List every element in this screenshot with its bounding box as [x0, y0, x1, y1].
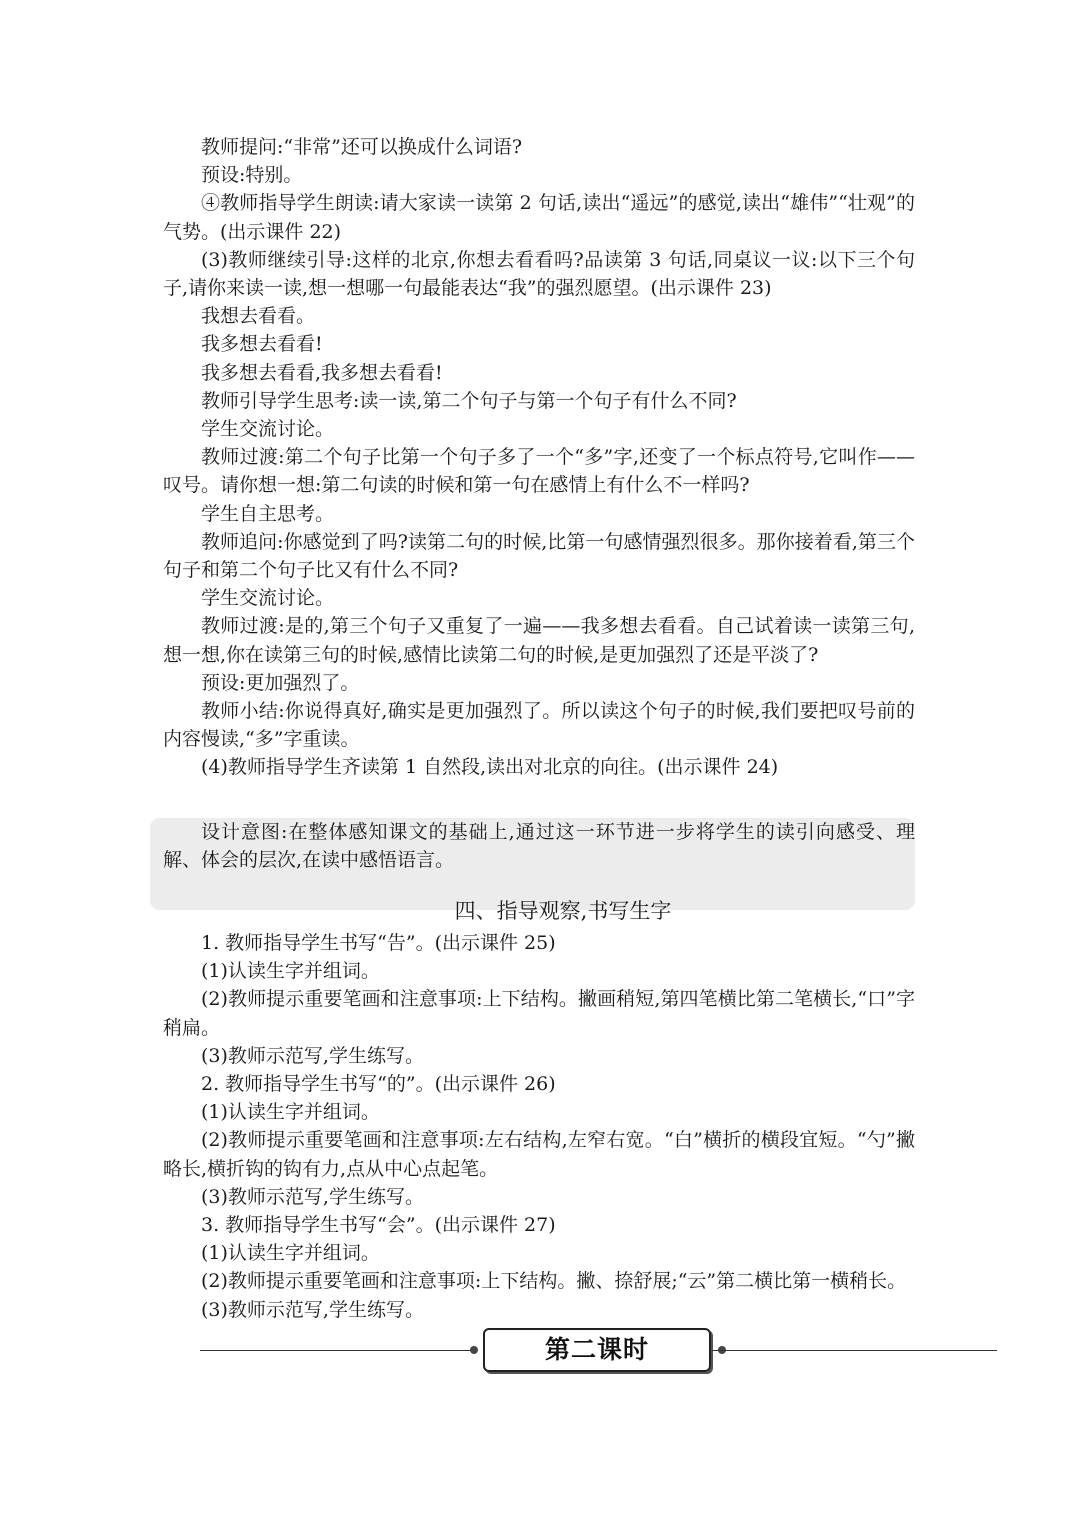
lesson-label: 第二课时: [483, 1328, 711, 1372]
paragraph: 教师过渡:第二个句子比第一个句子多了一个“多”字,还变了一个标点符号,它叫作——叹号。请你想一想:第二句读的时候和第一句在感情上有什么不一样吗?: [163, 446, 915, 497]
paragraph: (3)教师继续引导:这样的北京,你想去看看吗?品读第 3 句话,同桌议一议:以下三个句子,请你来读一读,想一想哪一句最能表达“我”的强烈愿望。(出示课件 23): [163, 248, 915, 300]
paragraph: 1. 教师指导学生书写“告”。(出示课件 25): [201, 932, 556, 954]
paragraph: (2)教师提示重要笔画和注意事项:上下结构。撇、捺舒展;“云”第二横比第一横稍长。: [201, 1270, 907, 1293]
paragraph: (1)认读生字并组词。: [201, 1242, 380, 1265]
paragraph: 我想去看看。: [201, 305, 316, 328]
paragraph: 教师过渡:是的,第三个句子又重复了一遍——我多想去看看。自己试着读一读第三句,想一想,你在读第三句的时候,感情比读第二句的时候,是更加强烈了还是平淡了?: [163, 615, 915, 666]
paragraph: 学生交流讨论。: [201, 418, 335, 441]
paragraph: (4)教师指导学生齐读第 1 自然段,读出对北京的向往。(出示课件 24): [201, 756, 779, 779]
lesson-text-bottom: [163, 929, 915, 1324]
design-intent-text: 设计意图:在整体感知课文的基础上,通过这一环节进一步将学生的读引向感受、理解、体会的层次,在读中感悟语言。: [163, 821, 915, 872]
paragraph: 教师提问:“非常”还可以换成什么词语?: [201, 136, 523, 158]
divider-line-left: [200, 1350, 472, 1351]
divider-line-right: [712, 1350, 997, 1351]
paragraph: (3)教师示范写,学生练写。: [201, 1185, 424, 1208]
paragraph: ④教师指导学生朗读:请大家读一读第 2 句话,读出“遥远”的感觉,读出“雄伟”“壮观”的气势。(出示课件 22): [163, 192, 915, 243]
paragraph: 3. 教师指导学生书写“会”。(出示课件 27): [201, 1214, 556, 1237]
paragraph: 教师追问:你感觉到了吗?读第二句的时候,比第一句感情强烈很多。那你接着看,第三个句子和第二个句子比又有什么不同?: [163, 530, 915, 582]
paragraph: 我多想去看看,我多想去看看!: [201, 361, 443, 384]
paragraph: (3)教师示范写,学生练写。: [201, 1044, 424, 1067]
paragraph: 2. 教师指导学生书写“的”。(出示课件 26): [201, 1073, 556, 1096]
lesson-divider: [200, 1328, 997, 1374]
lesson-text-top: [163, 133, 915, 782]
paragraph: 教师引导学生思考:读一读,第二个句子与第一个句子有什么不同?: [201, 389, 737, 412]
paragraph: 预设:特别。: [201, 164, 303, 187]
paragraph: 教师小结:你说得真好,确实是更加强烈了。所以读这个句子的时候,我们要把叹号前的内容慢读,“多”字重读。: [163, 700, 915, 751]
divider-dot-left: [470, 1346, 478, 1354]
paragraph: 学生交流讨论。: [201, 587, 335, 610]
paragraph: (1)认读生字并组词。: [201, 960, 380, 983]
paragraph: (2)教师提示重要笔画和注意事项:左右结构,左窄右宽。“白”横折的横段宜短。“勺”撇略长,横折钩的钩有力,点从中心点起笔。: [163, 1129, 915, 1180]
section-title: 四、指导观察,书写生字: [454, 899, 672, 923]
paragraph: 学生自主思考。: [201, 502, 335, 525]
paragraph: (3)教师示范写,学生练写。: [201, 1298, 424, 1321]
paragraph: (1)认读生字并组词。: [201, 1101, 380, 1124]
paragraph: 我多想去看看!: [201, 333, 323, 356]
paragraph: 预设:更加强烈了。: [201, 671, 360, 694]
paragraph: (2)教师提示重要笔画和注意事项:上下结构。撇画稍短,第四笔横比第二笔横长,“口”字稍扁。: [163, 988, 915, 1039]
